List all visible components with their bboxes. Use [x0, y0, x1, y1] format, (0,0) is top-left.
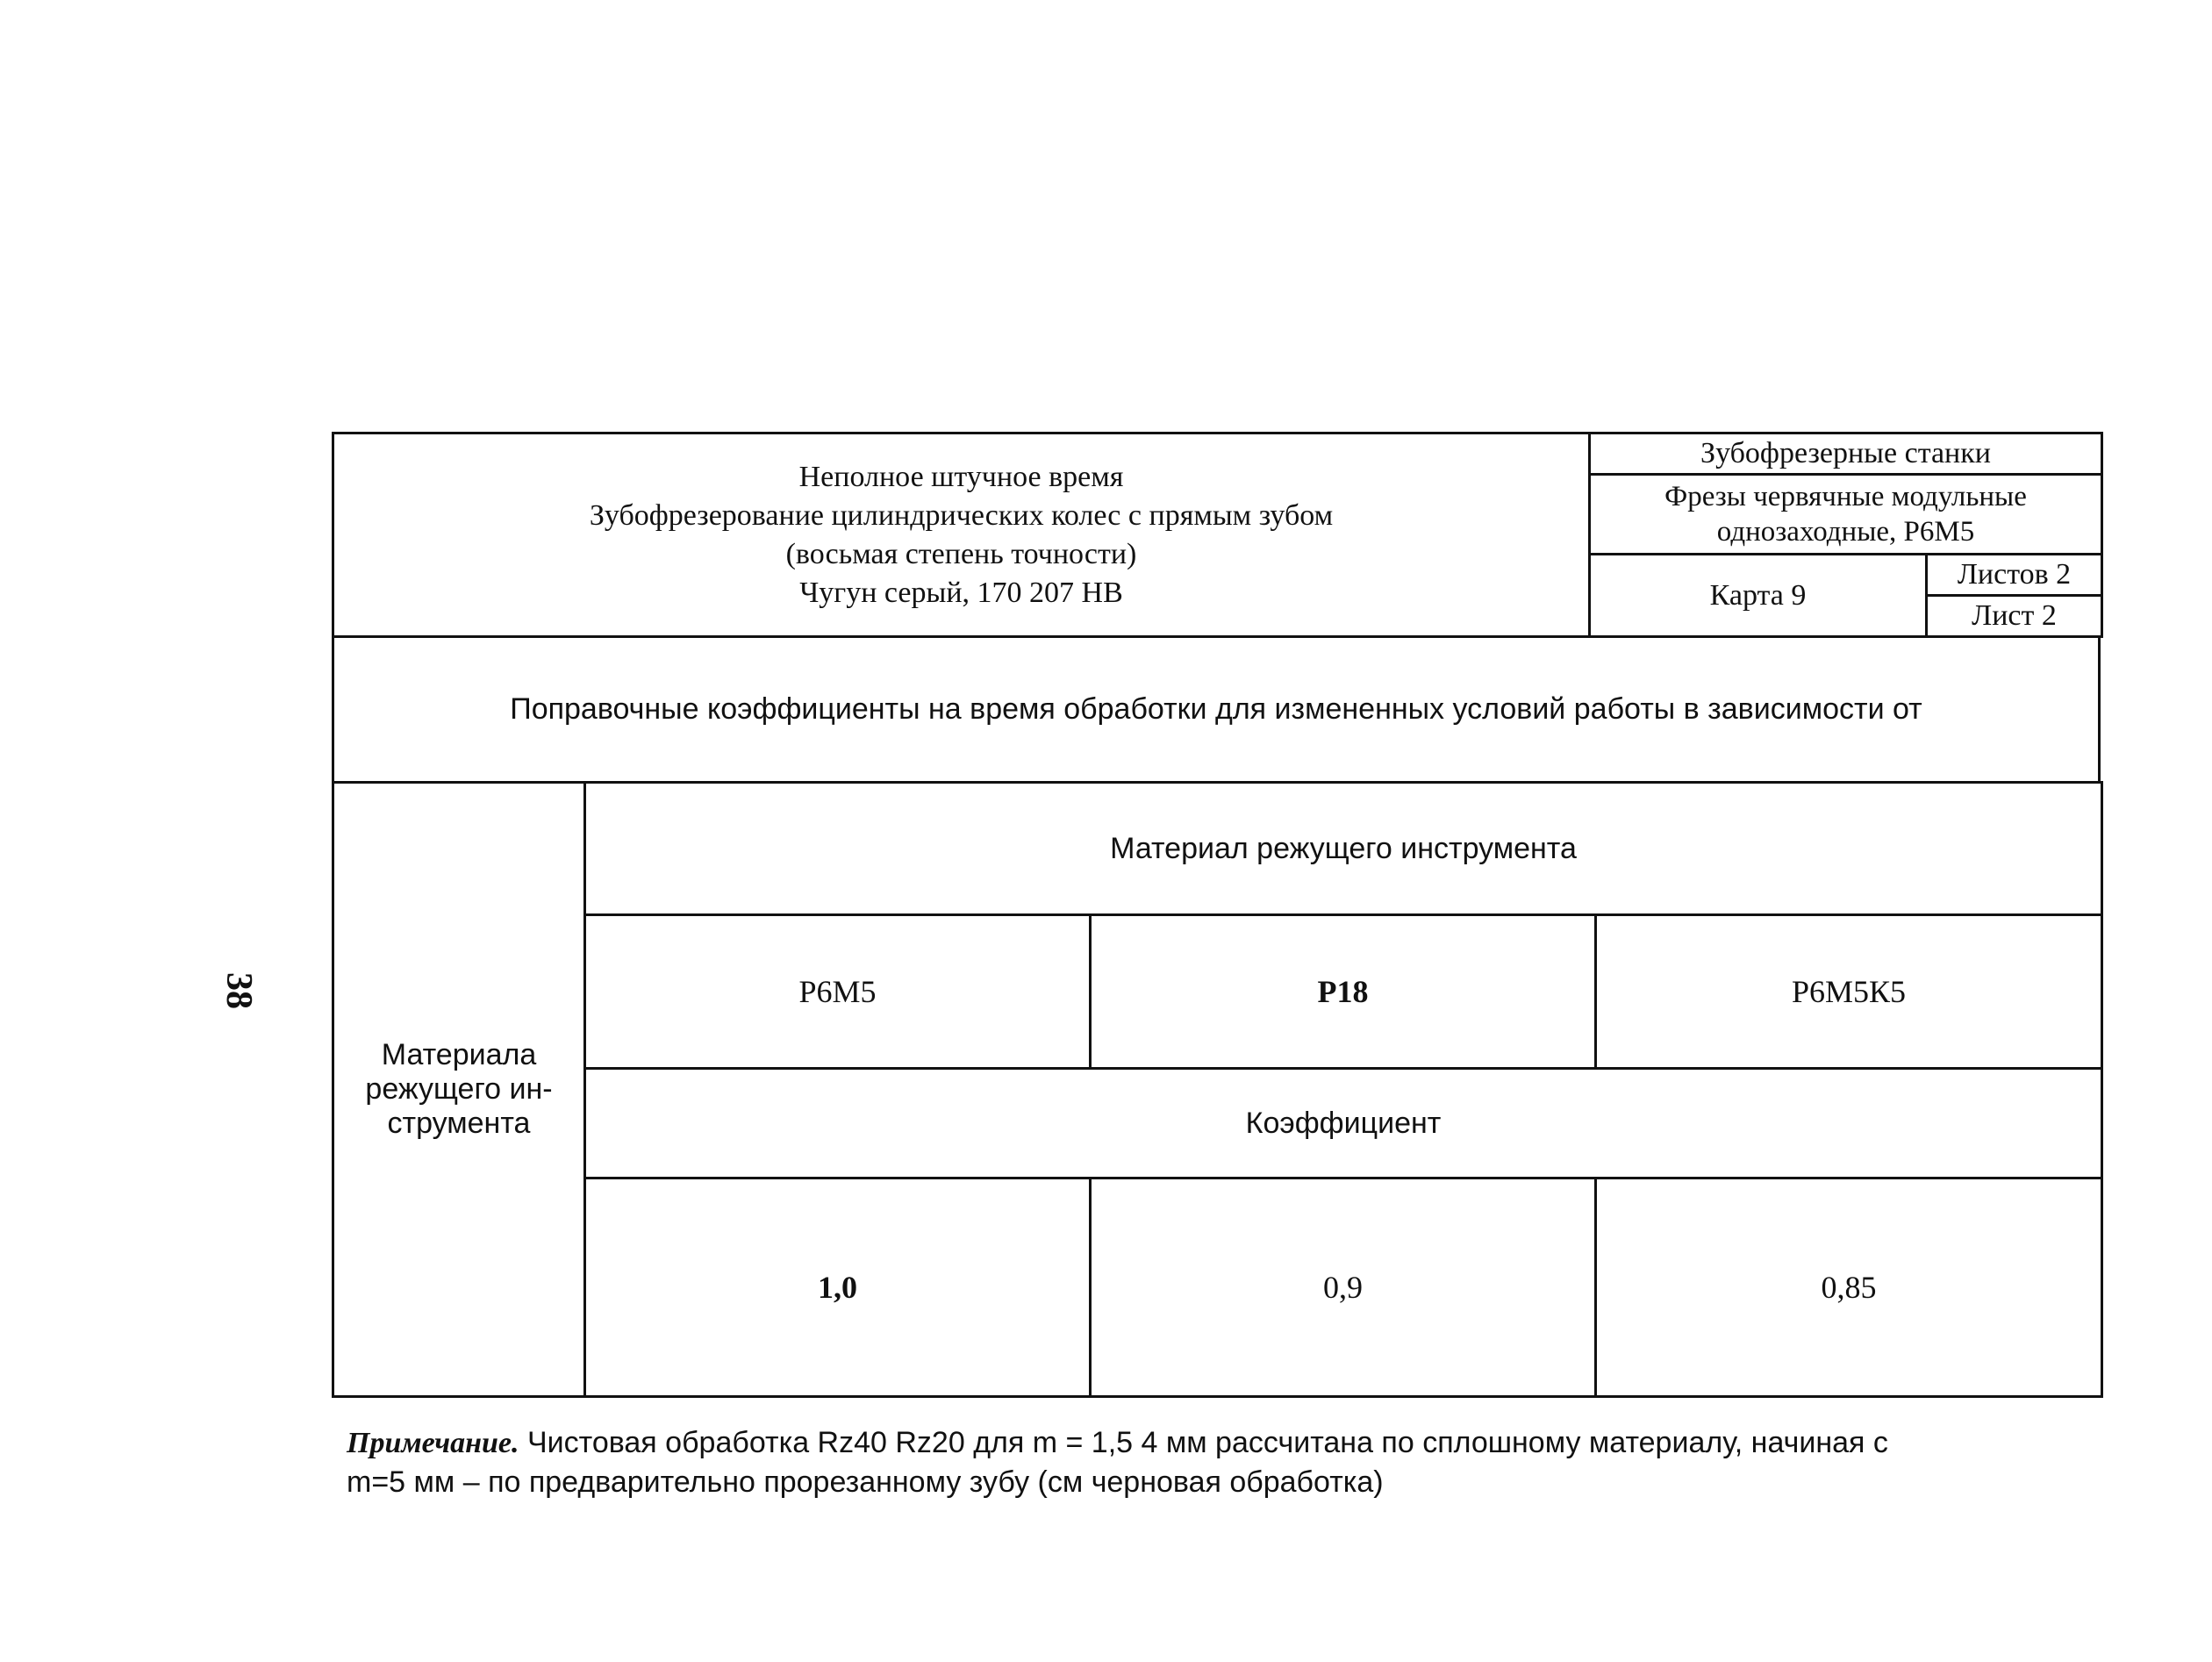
row-header-line: струмента — [387, 1107, 531, 1140]
coefficient-value: 1,0 — [585, 1178, 1091, 1397]
footnote-line-1 — [347, 1423, 2093, 1463]
title-line: Чугун серый, 170 207 НВ — [799, 576, 1123, 609]
card-number: Карта 9 — [1590, 555, 1927, 637]
tool-type — [1590, 475, 2102, 555]
column-header: Р6М5К5 — [1596, 915, 2102, 1069]
machine-type: Зубофрезерные станки — [1590, 433, 2102, 475]
coefficient-value: 0,9 — [1091, 1178, 1596, 1397]
tool-line: однозаходные, Р6М5 — [1716, 516, 1975, 548]
coefficient-subheader: Коэффициент — [585, 1069, 2102, 1178]
title-line: (восьмая степень точности) — [785, 537, 1137, 570]
row-header — [333, 783, 585, 1397]
sheets-total: Листов 2 — [1927, 555, 2102, 596]
document-table — [332, 432, 2101, 1398]
column-header: Р18 — [1091, 915, 1596, 1069]
coefficient-table — [332, 781, 2103, 1398]
group-header: Материал режущего инструмента — [585, 783, 2102, 915]
footnote-line-2: m=5 мм – по предварительно прорезанному зубу (см черновая обработка) — [347, 1465, 1384, 1499]
column-header: Р6М5 — [585, 915, 1091, 1069]
footnote-label: Примечание. — [347, 1427, 519, 1459]
header-table — [332, 432, 2103, 638]
caption-table — [332, 635, 2101, 784]
footnote — [347, 1423, 2093, 1501]
sheet-number: Лист 2 — [1927, 596, 2102, 637]
header-title-block — [333, 433, 1590, 637]
row-header-line: Материала — [381, 1038, 537, 1071]
row-header-line: режущего ин- — [365, 1072, 553, 1106]
page-number: 38 — [218, 972, 259, 1009]
title-line: Зубофрезерование цилиндрических колес с прямым зубом — [589, 498, 1334, 532]
tool-line: Фрезы червячные модульные — [1664, 481, 2027, 512]
title-line: Неполное штучное время — [798, 460, 1124, 493]
coefficient-value: 0,85 — [1596, 1178, 2102, 1397]
footnote-text: Чистовая обработка Rz40 Rz20 для m = 1,5 4 мм рассчитана по сплошному материалу, начиная с — [526, 1426, 1888, 1459]
table-caption: Поправочные коэффициенты на время обработки для измененных условий работы в зависимости от — [333, 637, 2100, 783]
